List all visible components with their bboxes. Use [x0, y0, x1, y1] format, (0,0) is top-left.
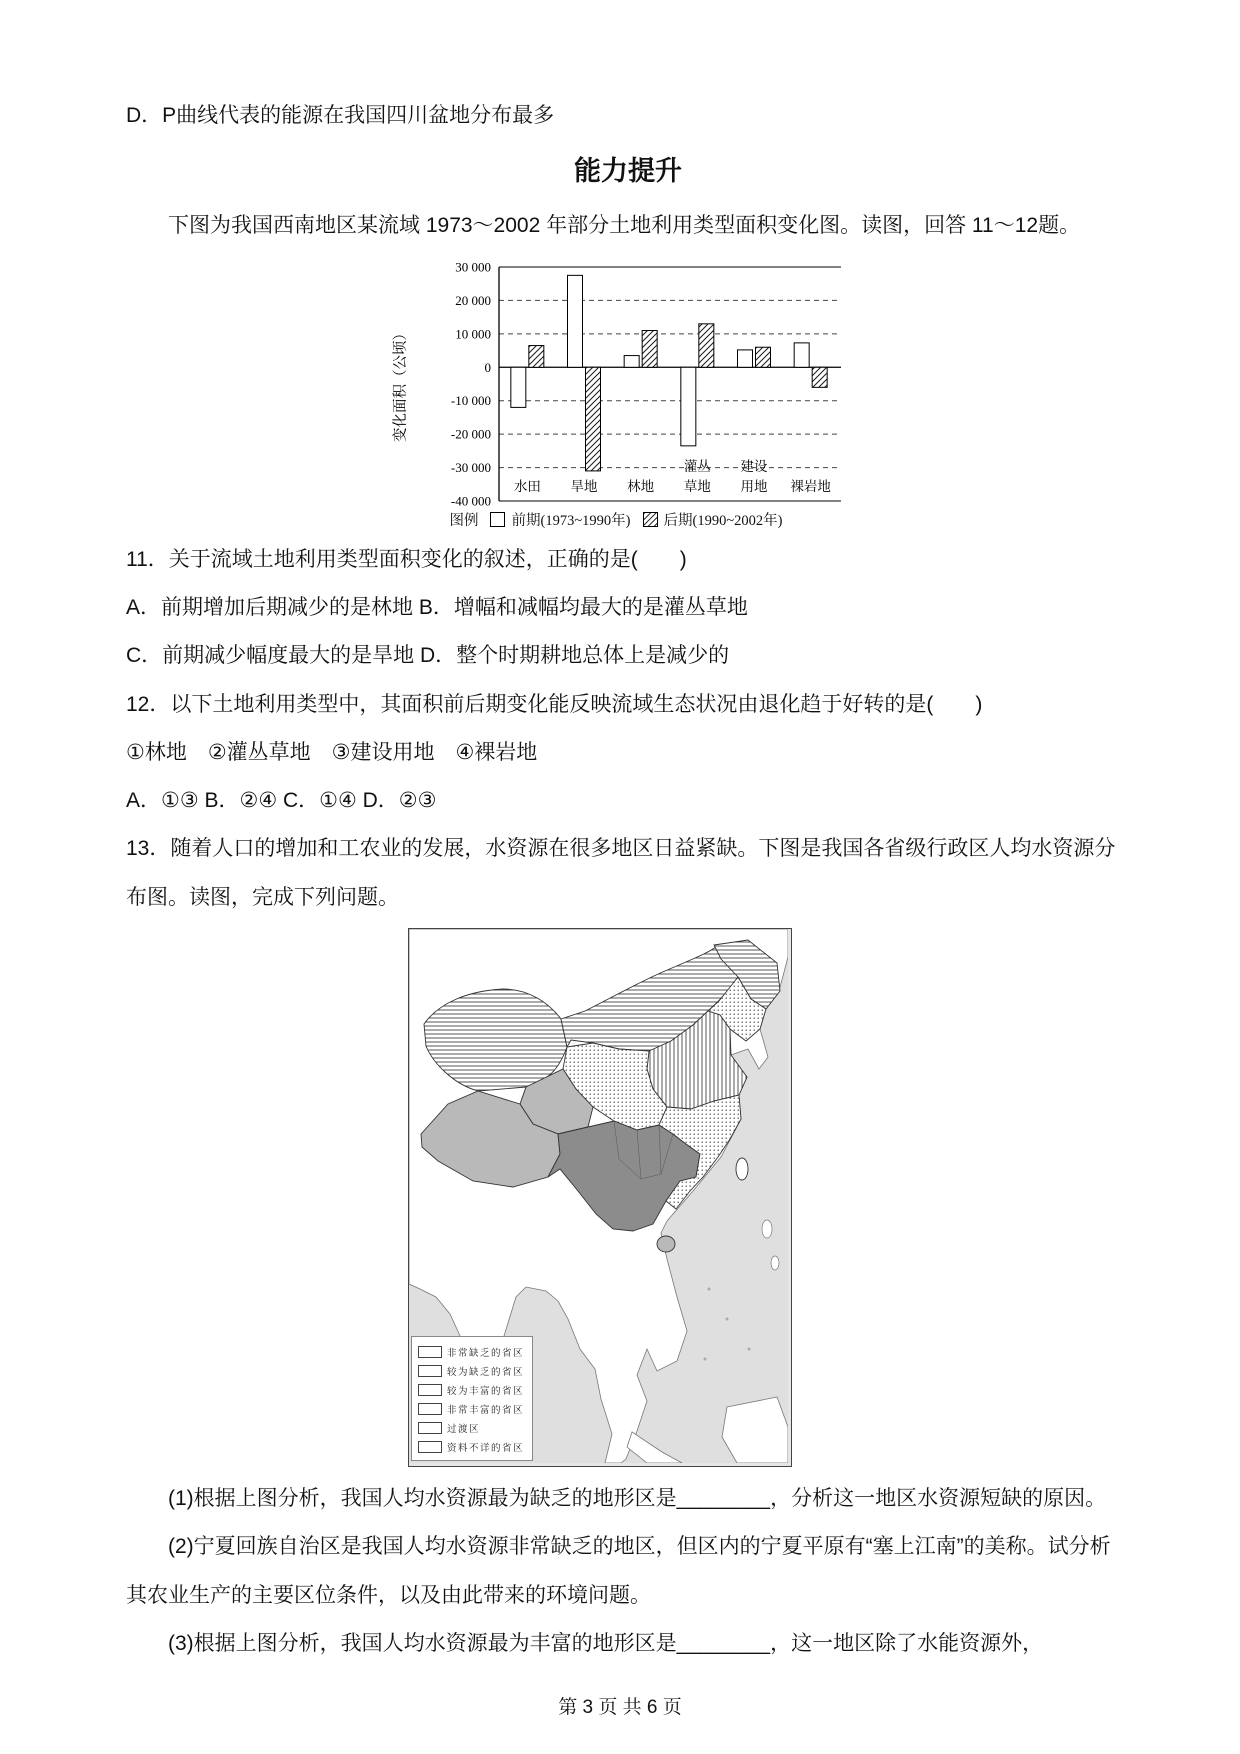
section-title: 能力提升 — [574, 156, 682, 187]
svg-text:裸岩地: 裸岩地 — [790, 478, 831, 494]
island-borneo — [722, 1397, 788, 1463]
q11-options-ab: A．前期增加后期减少的是林地 B．增幅和减幅均最大的是灌丛草地 — [126, 595, 748, 619]
q11-options-cd: C．前期减少幅度最大的是旱地 D．整个时期耕地总体上是减少的 — [126, 644, 730, 668]
legend-label-very-rich: 非常丰富的省区 — [447, 1405, 525, 1416]
islet — [726, 1318, 729, 1321]
legend-label-rather-scarce: 较为缺乏的省区 — [447, 1367, 525, 1378]
svg-text:0: 0 — [484, 359, 491, 375]
legend-swatch-very-scarce — [418, 1346, 442, 1358]
svg-text:30 000: 30 000 — [455, 259, 491, 275]
svg-text:建设: 建设 — [740, 458, 768, 474]
page-footer: 第 3 页 共 6 页 — [558, 1697, 682, 1718]
intro-paragraph: 下图为我国西南地区某流域 1973～2002 年部分土地利用类型面积变化图。读图，回答 11～12题。 — [168, 214, 1081, 238]
option-d-line: D．P曲线代表的能源在我国四川盆地分布最多 — [126, 104, 555, 127]
map-legend-row — [418, 1437, 528, 1456]
svg-text:林地: 林地 — [627, 478, 655, 494]
chart-legend — [381, 509, 851, 530]
bar-chart-canvas — [381, 255, 843, 507]
svg-text:水田: 水田 — [513, 478, 541, 494]
land-use-change-chart — [381, 255, 851, 530]
svg-text:-30 000: -30 000 — [450, 459, 491, 475]
region-hainan-midgray — [657, 1236, 675, 1252]
map-legend-row — [418, 1418, 528, 1437]
q13-sub2: (2)宁夏回族自治区是我国人均水资源非常缺乏的地区，但区内的宁夏平原有“塞上江南”的美称。试分析其农业生产的主要区位条件，以及由此带来的环境问题。 — [126, 1535, 1111, 1607]
svg-text:-10 000: -10 000 — [450, 392, 491, 408]
q12-answer-choices: A．①③ B．②④ C．①④ D．②③ — [126, 789, 437, 813]
map-legend-row — [418, 1399, 528, 1418]
chart-legend-title: 图例 — [449, 512, 479, 529]
q13-sub1: (1)根据上图分析，我国人均水资源最为缺乏的地形区是________，分析这一地区水资源短缺的原因。 — [168, 1487, 1107, 1511]
legend-label-early-period: 前期(1973~1990年) — [511, 512, 631, 529]
legend-swatch-no-data — [418, 1441, 442, 1453]
legend-label-very-scarce: 非常缺乏的省区 — [447, 1348, 525, 1359]
island-philippines — [762, 1220, 772, 1238]
region-taiwan — [736, 1158, 748, 1180]
legend-label-rather-rich: 较为丰富的省区 — [447, 1386, 525, 1397]
svg-text:用地: 用地 — [740, 478, 768, 494]
china-water-resources-map — [408, 928, 792, 1467]
svg-text:灌丛: 灌丛 — [683, 458, 711, 474]
islet — [704, 1358, 707, 1361]
legend-swatch-very-rich — [418, 1403, 442, 1415]
map-legend-row — [418, 1342, 528, 1361]
map-legend — [411, 1336, 533, 1461]
svg-text:10 000: 10 000 — [455, 326, 491, 342]
svg-text:变化面积（公顷）: 变化面积（公顷） — [393, 325, 409, 442]
islet — [748, 1348, 751, 1351]
q13-stem: 13．随着人口的增加和工农业的发展，水资源在很多地区日益紧缺。下图是我国各省级行政区人均水资源分布图。读图，完成下列问题。 — [126, 837, 1116, 909]
q12-numbered-options: ①林地 ②灌丛草地 ③建设用地 ④裸岩地 — [126, 740, 538, 764]
map-legend-row — [418, 1361, 528, 1380]
q11-stem: 11．关于流域土地利用类型面积变化的叙述，正确的是( ) — [126, 547, 687, 571]
svg-text:旱地: 旱地 — [570, 478, 598, 494]
svg-text:草地: 草地 — [683, 478, 711, 494]
legend-swatch-transition — [418, 1422, 442, 1434]
svg-text:-40 000: -40 000 — [450, 493, 491, 507]
q13-sub3: (3)根据上图分析，我国人均水资源最为丰富的地形区是________，这一地区除了水能资源外， — [168, 1631, 1044, 1655]
svg-text:-20 000: -20 000 — [450, 426, 491, 442]
legend-label-transition: 过渡区 — [447, 1424, 481, 1435]
map-legend-row — [418, 1380, 528, 1399]
legend-swatch-rather-scarce — [418, 1365, 442, 1377]
legend-swatch-early-period — [490, 512, 505, 527]
legend-swatch-rather-rich — [418, 1384, 442, 1396]
islet — [708, 1288, 711, 1291]
island — [771, 1256, 779, 1270]
legend-label-no-data: 资料不详的省区 — [447, 1443, 525, 1454]
q12-stem: 12．以下土地利用类型中，其面积前后期变化能反映流域生态状况由退化趋于好转的是( ) — [126, 692, 983, 716]
legend-label-late-period: 后期(1990~2002年) — [663, 512, 783, 529]
svg-text:20 000: 20 000 — [455, 292, 491, 308]
legend-swatch-late-period — [643, 512, 658, 527]
